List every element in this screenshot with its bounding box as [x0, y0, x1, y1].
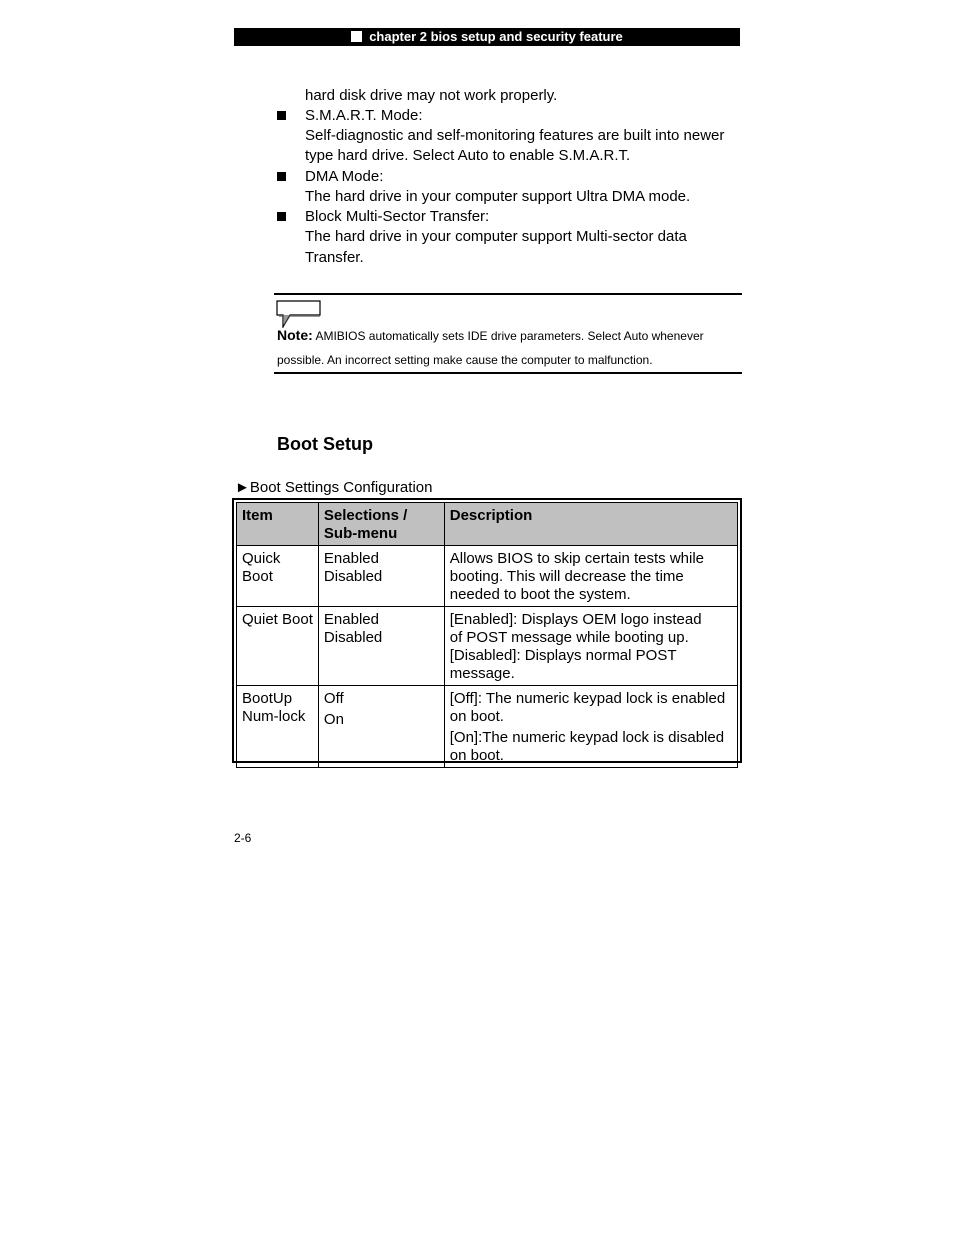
cell-description: [444, 546, 737, 607]
note-line-1: [277, 327, 704, 343]
bullet-square-icon: [277, 212, 286, 221]
intro-continuation: hard disk drive may not work properly.: [305, 87, 558, 104]
description-text: of POST message while booting up.: [449, 629, 689, 646]
item-text: Quiet Boot: [242, 611, 313, 628]
bullet-text-block-1: The hard drive in your computer support Multi-sector data: [305, 228, 687, 245]
note-line-2: possible. An incorrect setting make cause the computer to malfunction.: [277, 353, 653, 367]
bullet-title-smart: S.M.A.R.T. Mode:: [305, 107, 423, 124]
cell-item: [237, 686, 319, 768]
boot-settings-table-frame: [232, 498, 742, 763]
description-text: [On]:The numeric keypad lock is disabled: [449, 729, 725, 746]
chapter-title: chapter 2 bios setup and security feature: [369, 29, 623, 44]
cell-item: [237, 607, 319, 686]
selection-option: Off: [323, 690, 344, 707]
item-text: BootUp: [242, 690, 293, 707]
boot-settings-table: [236, 502, 738, 768]
selection-option: Disabled: [323, 629, 383, 646]
bullet-text-smart-2: type hard drive. Select Auto to enable S.M.A.R.T.: [305, 147, 631, 164]
item-text: Num-lock: [242, 708, 306, 725]
bullet-text-block-2: Transfer.: [305, 249, 364, 266]
square-icon: [351, 31, 362, 42]
description-text: [Enabled]: Displays OEM logo instead: [449, 611, 702, 628]
header-item-label: Item: [242, 507, 273, 524]
header-selections: [318, 503, 444, 546]
bullet-square-icon: [277, 111, 286, 120]
bullet-text-dma-1: The hard drive in your computer support Ultra DMA mode.: [305, 188, 691, 205]
chapter-header: [234, 28, 740, 46]
description-text: [Off]: The numeric keypad lock is enabled: [449, 690, 726, 707]
description-text: booting. This will decrease the time: [449, 568, 684, 585]
bullet-title-dma: DMA Mode:: [305, 168, 384, 185]
selection-option: Enabled: [323, 550, 379, 567]
note-pointer-icon: [276, 300, 322, 328]
note-label: Note:: [277, 327, 313, 343]
note-top-rule: [274, 293, 742, 295]
table-row: [237, 686, 738, 768]
selection-option: On: [323, 711, 344, 728]
item-text: Quick: [242, 550, 281, 567]
description-text: Allows BIOS to skip certain tests while: [449, 550, 705, 567]
description-text: on boot.: [449, 747, 504, 764]
table-row: [237, 607, 738, 686]
page-number: 2-6: [234, 831, 252, 845]
bullet-title-block: Block Multi-Sector Transfer:: [305, 208, 490, 225]
note-text-1: AMIBIOS automatically sets IDE drive parameters. Select Auto whenever: [315, 329, 704, 343]
cell-selections: [318, 546, 444, 607]
selection-option: Enabled: [323, 611, 379, 628]
cell-selections: [318, 686, 444, 768]
table-row: [237, 546, 738, 607]
description-text: on boot.: [449, 708, 504, 725]
header-description-label: Description: [449, 507, 533, 524]
header-selections-label-2: Sub-menu: [323, 525, 398, 542]
cell-description: [444, 607, 737, 686]
cell-description: [444, 686, 737, 768]
table-header-row: [237, 503, 738, 546]
section-title: Boot Setup: [277, 434, 373, 454]
header-item: [237, 503, 319, 546]
cell-selections: [318, 607, 444, 686]
description-text: [Disabled]: Displays normal POST: [449, 647, 677, 664]
description-text: message.: [449, 665, 515, 682]
item-text: Boot: [242, 568, 273, 585]
header-description: [444, 503, 737, 546]
description-text: needed to boot the system.: [449, 586, 631, 603]
bullet-square-icon: [277, 172, 286, 181]
selection-option: Disabled: [323, 568, 383, 585]
header-selections-label-1: Selections /: [323, 507, 408, 524]
table-caption: ►Boot Settings Configuration: [235, 479, 433, 496]
bullet-text-smart-1: Self-diagnostic and self-monitoring features are built into newer: [305, 127, 725, 144]
note-bottom-rule: [274, 372, 742, 374]
cell-item: [237, 546, 319, 607]
